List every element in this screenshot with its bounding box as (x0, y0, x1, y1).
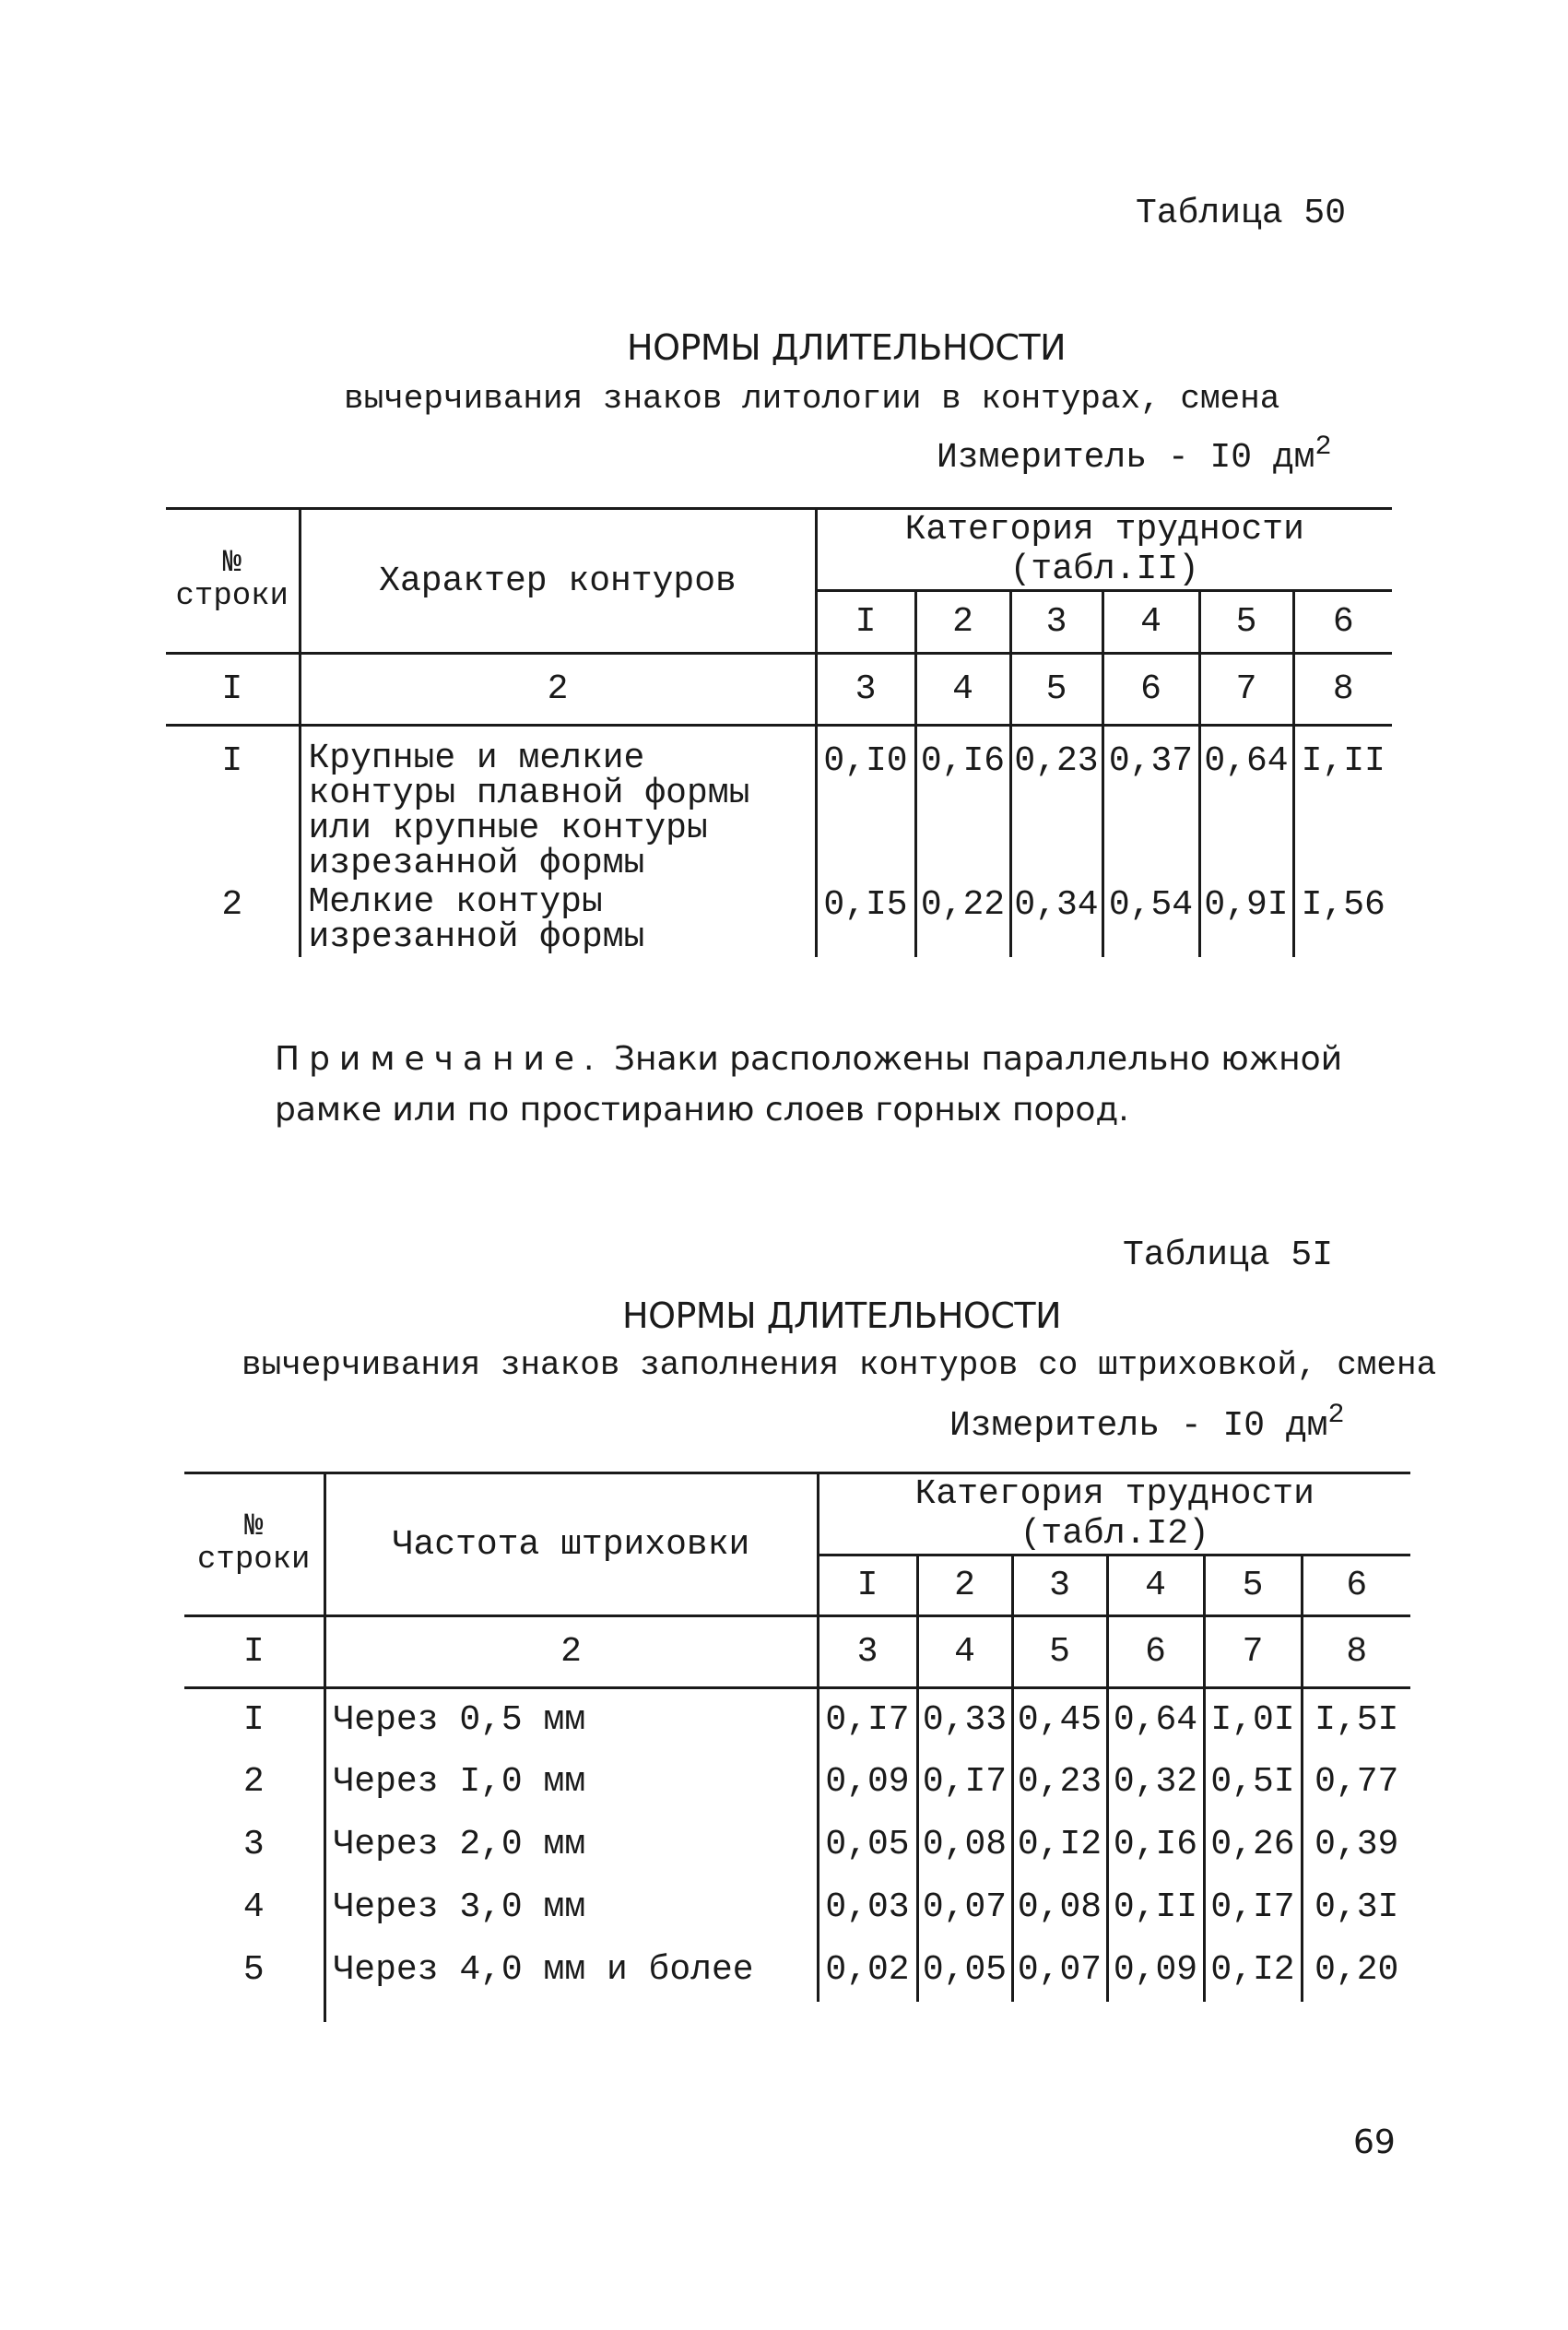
value-cell: 0,9I (1199, 881, 1293, 957)
row-description: Через 2,0 мм (324, 1814, 818, 1876)
row-number: 2 (242, 1762, 265, 1802)
value-cell: 0,05 (917, 1939, 1012, 2002)
header-category: Категория трудности (табл.I2) (818, 1473, 1410, 1555)
column-number: 5 (1010, 654, 1102, 726)
row-number: 3 (242, 1825, 265, 1864)
value-cell: 0,32 (1107, 1751, 1204, 1814)
note-label: Примечание. (275, 1040, 604, 1078)
row-number: 4 (242, 1887, 265, 1927)
value-cell: 0,26 (1204, 1814, 1302, 1876)
column-number: 8 (1293, 654, 1392, 726)
value-cell: 0,39 (1302, 1814, 1410, 1876)
value-cell: 0,5I (1204, 1751, 1302, 1814)
header-character: Частота штриховки (324, 1473, 818, 1616)
note-line-1 (275, 1040, 1343, 1078)
row-description: Через 0,5 мм (324, 1688, 818, 1751)
table-title: НОРМЫ ДЛИТЕЛЬНОСТИ (622, 1295, 1062, 1336)
table-row (166, 726, 1392, 882)
value-cell: 0,77 (1302, 1751, 1410, 1814)
value-cell: 0,I7 (818, 1688, 917, 1751)
value-cell: 0,I5 (816, 881, 915, 957)
value-cell: I,II (1293, 726, 1392, 882)
value-cell: 0,08 (1012, 1876, 1107, 1939)
page-number: 69 (1353, 2123, 1396, 2161)
category-cell: I (818, 1555, 917, 1616)
value-cell: I,5I (1302, 1688, 1410, 1751)
row-description: Мелкие контуры изрезанной формы (300, 881, 816, 957)
category-cell: 3 (1010, 591, 1102, 654)
column-number: 4 (917, 1616, 1012, 1688)
column-number: 6 (1107, 1616, 1204, 1688)
value-cell: 0,23 (1010, 726, 1102, 882)
column-number: 5 (1012, 1616, 1107, 1688)
value-cell: 0,07 (917, 1876, 1012, 1939)
row-description: Через I,0 мм (324, 1751, 818, 1814)
category-cell: 4 (1102, 591, 1199, 654)
row-number: I (221, 741, 243, 781)
note-text: Знаки расположены параллельно южной (613, 1040, 1343, 1078)
value-cell: 0,I6 (1107, 1814, 1204, 1876)
category-cell: I (816, 591, 915, 654)
table-tail (184, 2002, 1410, 2022)
value-cell: 0,I2 (1204, 1939, 1302, 2002)
table-subtitle: вычерчивания знаков литологии в контурах, смена (344, 380, 1280, 418)
value-cell: 0,23 (1012, 1751, 1107, 1814)
value-cell: 0,03 (818, 1876, 917, 1939)
value-cell: 0,54 (1102, 881, 1199, 957)
table-label: Таблица 5I (1123, 1236, 1334, 1275)
value-cell: 0,64 (1199, 726, 1293, 882)
value-cell: 0,22 (915, 881, 1010, 957)
value-cell: 0,33 (917, 1688, 1012, 1751)
value-cell: 0,I7 (1204, 1876, 1302, 1939)
value-cell: 0,05 (818, 1814, 917, 1876)
row-description: Через 3,0 мм (324, 1876, 818, 1939)
value-cell: I,0I (1204, 1688, 1302, 1751)
value-cell: 0,34 (1010, 881, 1102, 957)
column-number: 6 (1102, 654, 1199, 726)
value-cell: 0,I2 (1012, 1814, 1107, 1876)
table-row (184, 1751, 1410, 1814)
column-number-row (166, 654, 1392, 726)
category-cell: 2 (917, 1555, 1012, 1616)
value-cell: 0,45 (1012, 1688, 1107, 1751)
table-title: НОРМЫ ДЛИТЕЛЬНОСТИ (627, 327, 1067, 368)
value-cell: 0,20 (1302, 1939, 1410, 2002)
column-number: 3 (816, 654, 915, 726)
category-cell: 2 (915, 591, 1010, 654)
column-number: I (184, 1616, 324, 1688)
column-number: I (166, 654, 300, 726)
category-cell: 6 (1293, 591, 1392, 654)
value-cell: 0,07 (1012, 1939, 1107, 2002)
category-cell: 3 (1012, 1555, 1107, 1616)
value-cell: 0,I6 (915, 726, 1010, 882)
column-number: 8 (1302, 1616, 1410, 1688)
column-number: 3 (818, 1616, 917, 1688)
header-category: Категория трудности (табл.II) (816, 509, 1392, 591)
row-number: 2 (221, 885, 243, 925)
note-line-2: рамке или по простиранию слоев горных пород. (275, 1091, 1129, 1129)
table-label: Таблица 50 (1136, 194, 1347, 233)
column-number: 2 (324, 1616, 818, 1688)
table-row (184, 1814, 1410, 1876)
value-cell: 0,02 (818, 1939, 917, 2002)
category-cell: 6 (1302, 1555, 1410, 1616)
header-character: Характер контуров (300, 509, 816, 654)
table-measure: Измеритель - I0 $дм^2$ (949, 1400, 1345, 1446)
norms-table-50 (166, 507, 1392, 957)
category-cell: 4 (1107, 1555, 1204, 1616)
row-description: Через 4,0 мм и более (324, 1939, 818, 2002)
norms-table-51 (184, 1472, 1410, 2022)
value-cell: 0,08 (917, 1814, 1012, 1876)
category-cell: 5 (1204, 1555, 1302, 1616)
value-cell: I,56 (1293, 881, 1392, 957)
table-row (184, 1688, 1410, 1751)
column-number: 7 (1199, 654, 1293, 726)
table-measure: Измеритель - I0 $дм^2$ (937, 432, 1332, 478)
value-cell: 0,64 (1107, 1688, 1204, 1751)
table-row (184, 1876, 1410, 1939)
column-number: 7 (1204, 1616, 1302, 1688)
row-description: Крупные и мелкие контуры плавной формы или крупные контуры изрезанной формы (300, 726, 816, 882)
value-cell: 0,I0 (816, 726, 915, 882)
category-cell: 5 (1199, 591, 1293, 654)
value-cell: 0,09 (818, 1751, 917, 1814)
table-row (184, 1939, 1410, 2002)
table-row (166, 881, 1392, 957)
column-number: 2 (300, 654, 816, 726)
column-number: 4 (915, 654, 1010, 726)
value-cell: 0,I7 (917, 1751, 1012, 1814)
header-row-number: № строки (184, 1473, 324, 1616)
header-row-number: № строки (166, 509, 300, 654)
row-number: I (242, 1699, 265, 1740)
value-cell: 0,09 (1107, 1939, 1204, 2002)
value-cell: 0,II (1107, 1876, 1204, 1939)
table-subtitle: вычерчивания знаков заполнения контуров со штриховкой, смена (242, 1346, 1437, 1384)
column-number-row (184, 1616, 1410, 1688)
value-cell: 0,37 (1102, 726, 1199, 882)
row-number: 5 (242, 1950, 265, 1990)
value-cell: 0,3I (1302, 1876, 1410, 1939)
